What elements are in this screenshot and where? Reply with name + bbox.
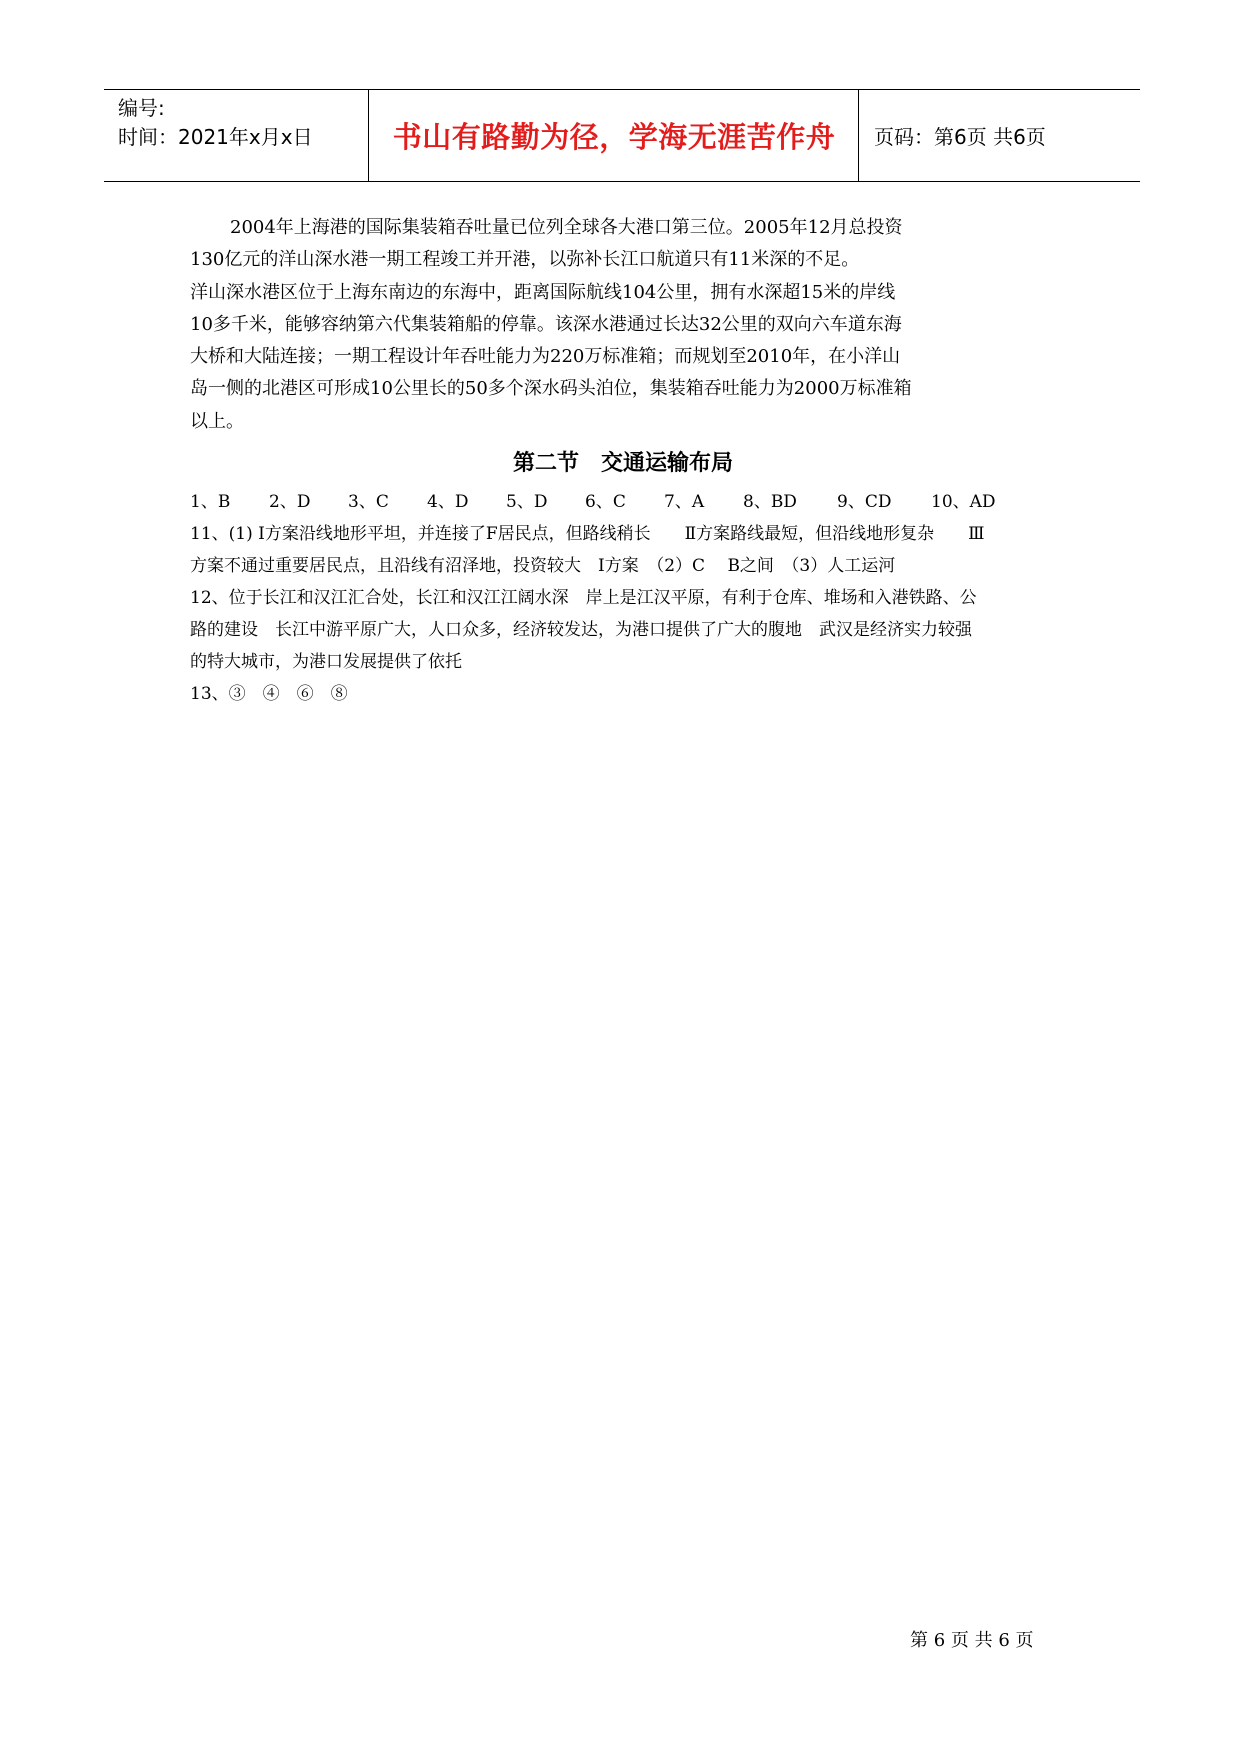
header-motto: 书山有路勤为径，学海无涯苦作舟 xyxy=(392,120,836,154)
answer-item: 10、AD xyxy=(931,492,996,513)
document-body xyxy=(190,212,1056,710)
time-label: 时间：2021年x月x日 xyxy=(118,125,313,149)
answer-item: 2、D xyxy=(269,492,311,513)
answer-item: 5、D xyxy=(506,492,548,513)
answer-key xyxy=(190,486,1056,710)
header-divider xyxy=(858,90,859,181)
header-divider xyxy=(368,90,369,181)
page-header xyxy=(104,89,1140,182)
paragraph-line: 2004年上海港的国际集装箱吞吐量已位列全球各大港口第三位。2005年12月总投资 xyxy=(230,217,903,238)
answer-item: 6、C xyxy=(585,492,626,513)
paragraph-line: 大桥和大陆连接；一期工程设计年吞吐能力为220万标准箱；而规划至2010年，在小洋山 xyxy=(190,346,901,368)
answer-item: 9、CD xyxy=(837,492,892,513)
answer-item: 1、B xyxy=(190,492,231,513)
paragraph-line: 130亿元的洋山深水港一期工程竣工并开港，以弥补长江口航道只有11米深的不足。 xyxy=(190,249,860,271)
answer-line: 方案不通过重要居民点，且沿线有沼泽地，投资较大 Ⅰ方案 （2）C B之间 （3）人工运河 xyxy=(190,556,896,577)
answer-item: 7、A xyxy=(664,492,705,513)
paragraph-line: 洋山深水港区位于上海东南边的东海中，距离国际航线104公里，拥有水深超15米的岸线 xyxy=(190,281,896,303)
answer-line: 11、(1) Ⅰ方案沿线地形平坦，并连接了F居民点，但路线稍长 Ⅱ方案路线最短，但沿线地形复杂 Ⅲ xyxy=(190,524,985,545)
answer-line: 12、位于长江和汉江汇合处，长江和汉江江阔水深 岸上是江汉平原，有利于仓库、堆场和入港铁路、公 xyxy=(190,588,977,609)
intro-paragraph xyxy=(190,212,1056,438)
paragraph-line: 岛一侧的北港区可形成10公里长的50多个深水码头泊位，集装箱吞吐能力为2000万标准箱 xyxy=(190,378,912,400)
paragraph-line: 以上。 xyxy=(190,410,244,432)
answer-item: 4、D xyxy=(427,492,469,513)
answer-item: 3、C xyxy=(348,492,389,513)
page-footer: 第 6 页 共 6 页 xyxy=(910,1630,1034,1651)
answer-line: 的特大城市，为港口发展提供了依托 xyxy=(190,652,462,673)
header-meta xyxy=(118,94,368,152)
paragraph-line: 10多千米，能够容纳第六代集装箱船的停靠。该深水港通过长达32公里的双向六车道东海 xyxy=(190,313,902,335)
header-page-info: 页码：第6页 共6页 xyxy=(874,125,1046,149)
multiple-choice-answers xyxy=(190,486,1056,518)
section-title: 第二节 交通运输布局 xyxy=(512,451,733,477)
number-label: 编号: xyxy=(118,96,165,120)
answer-item: 8、BD xyxy=(743,492,797,513)
answer-line: 13、③ ④ ⑥ ⑧ xyxy=(190,684,348,705)
answer-line: 路的建设 长江中游平原广大，人口众多，经济较发达，为港口提供了广大的腹地 武汉是经济实力较强 xyxy=(190,620,972,641)
